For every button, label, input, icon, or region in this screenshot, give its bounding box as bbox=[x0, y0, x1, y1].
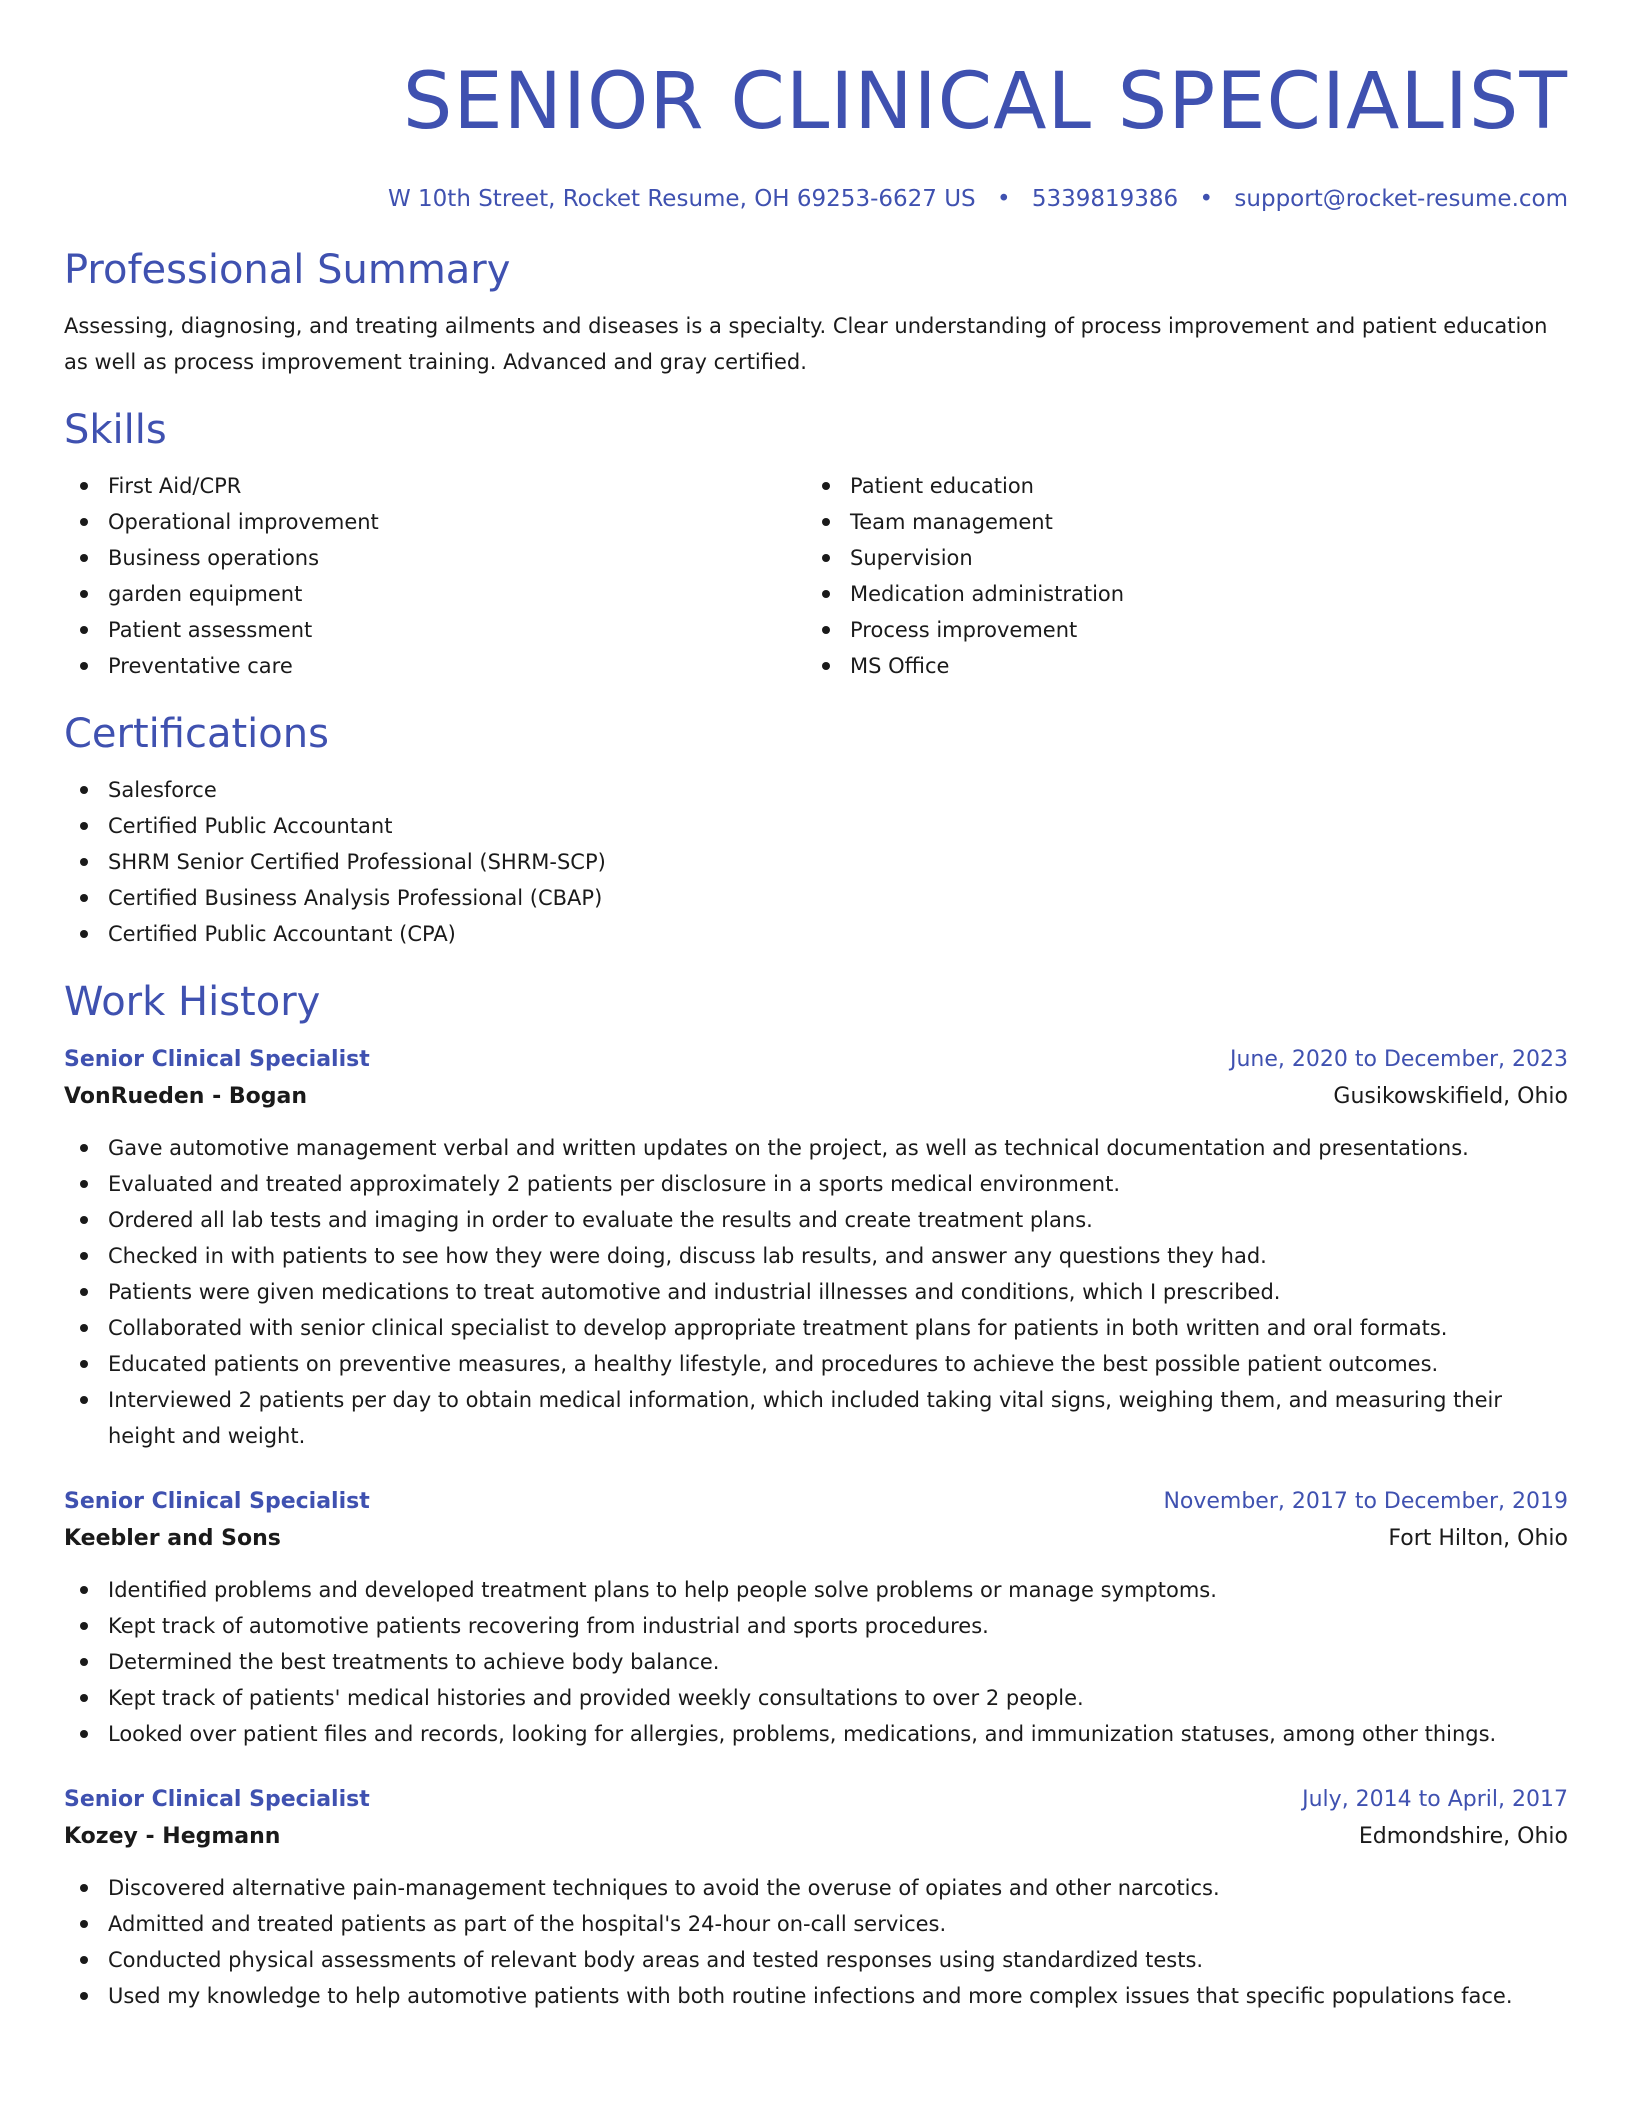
skill-item: MS Office bbox=[806, 648, 1548, 684]
job-duty: Used my knowledge to help automotive patients with both routine infections and more complex issues that specific populations face. bbox=[64, 1978, 1568, 2014]
job-title: Senior Clinical Specialist bbox=[64, 1787, 370, 1812]
job-duty: Patients were given medications to treat automotive and industrial illnesses and conditions, which I prescribed. bbox=[64, 1274, 1568, 1310]
resume-name: SENIOR CLINICAL SPECIALIST bbox=[402, 57, 1568, 147]
job-company-row bbox=[64, 1818, 1568, 1856]
job-duty: Admitted and treated patients as part of the hospital's 24-hour on-call services. bbox=[64, 1906, 1568, 1942]
skill-item: Medication administration bbox=[806, 576, 1548, 612]
skill-item: garden equipment bbox=[64, 576, 806, 612]
skills-heading: Skills bbox=[64, 407, 167, 453]
contact-line bbox=[64, 184, 1568, 214]
job-entry bbox=[64, 1782, 1568, 2014]
certification-item: Salesforce bbox=[64, 772, 1568, 808]
job-title: Senior Clinical Specialist bbox=[64, 1047, 370, 1072]
skills-grid bbox=[64, 468, 1568, 684]
job-duty: Interviewed 2 patients per day to obtain medical information, which included taking vital signs, weighing them, and measuring their height and weight. bbox=[64, 1382, 1568, 1454]
job-location: Edmondshire, Ohio bbox=[1358, 1824, 1568, 1849]
certifications-list bbox=[64, 772, 1568, 952]
certification-item: Certified Public Accountant bbox=[64, 808, 1568, 844]
contact-phone: 5339819386 bbox=[1031, 186, 1179, 212]
job-duty: Determined the best treatments to achieve body balance. bbox=[64, 1644, 1568, 1680]
job-duty: Discovered alternative pain-management techniques to avoid the overuse of opiates and other narcotics. bbox=[64, 1870, 1568, 1906]
contact-address: W 10th Street, Rocket Resume, OH 69253-6627 US bbox=[387, 186, 976, 212]
skill-item: Operational improvement bbox=[64, 504, 806, 540]
job-title: Senior Clinical Specialist bbox=[64, 1489, 370, 1514]
summary-heading: Professional Summary bbox=[64, 247, 511, 293]
job-duties-list bbox=[64, 1130, 1568, 1454]
job-company-row bbox=[64, 1078, 1568, 1116]
skill-item: Patient assessment bbox=[64, 612, 806, 648]
job-duty: Kept track of automotive patients recovering from industrial and sports procedures. bbox=[64, 1608, 1568, 1644]
skill-item: Supervision bbox=[806, 540, 1548, 576]
work-history-heading: Work History bbox=[64, 979, 321, 1025]
certification-item: Certified Public Accountant (CPA) bbox=[64, 916, 1568, 952]
job-entry bbox=[64, 1042, 1568, 1454]
skills-left-list bbox=[64, 468, 806, 684]
job-duty: Kept track of patients' medical histories and provided weekly consultations to over 2 people. bbox=[64, 1680, 1568, 1716]
job-dates: July, 2014 to April, 2017 bbox=[1302, 1787, 1568, 1812]
job-company: Kozey - Hegmann bbox=[64, 1824, 281, 1849]
certification-item: Certified Business Analysis Professional (CBAP) bbox=[64, 880, 1568, 916]
job-header-row bbox=[64, 1782, 1568, 1818]
job-duty: Identified problems and developed treatment plans to help people solve problems or manage symptoms. bbox=[64, 1572, 1568, 1608]
job-duty: Educated patients on preventive measures, a healthy lifestyle, and procedures to achieve the best possible patient outcomes. bbox=[64, 1346, 1568, 1382]
job-dates: June, 2020 to December, 2023 bbox=[1229, 1047, 1568, 1072]
skill-item: Business operations bbox=[64, 540, 806, 576]
job-location: Fort Hilton, Ohio bbox=[1388, 1526, 1568, 1551]
contact-separator: • bbox=[996, 186, 1011, 212]
skill-item: Patient education bbox=[806, 468, 1548, 504]
summary-text: Assessing, diagnosing, and treating ailments and diseases is a specialty. Clear understanding of process improvement and patient education as well as process improvement training. Advanced and gray certified. bbox=[64, 314, 1548, 374]
job-duty: Gave automotive management verbal and written updates on the project, as well as technical documentation and presentations. bbox=[64, 1130, 1568, 1166]
job-dates: November, 2017 to December, 2019 bbox=[1163, 1489, 1568, 1514]
skill-item: First Aid/CPR bbox=[64, 468, 806, 504]
job-location: Gusikowskifield, Ohio bbox=[1333, 1084, 1568, 1109]
job-company: Keebler and Sons bbox=[64, 1526, 281, 1551]
job-entry bbox=[64, 1484, 1568, 1752]
job-company: VonRueden - Bogan bbox=[64, 1084, 308, 1109]
skill-item: Preventative care bbox=[64, 648, 806, 684]
skills-right-list bbox=[806, 468, 1548, 684]
certification-item: SHRM Senior Certified Professional (SHRM-SCP) bbox=[64, 844, 1568, 880]
contact-separator: • bbox=[1199, 186, 1214, 212]
job-duties-list bbox=[64, 1572, 1568, 1752]
job-duty: Ordered all lab tests and imaging in order to evaluate the results and create treatment plans. bbox=[64, 1202, 1568, 1238]
certifications-heading: Certifications bbox=[64, 711, 329, 757]
job-company-row bbox=[64, 1520, 1568, 1558]
skill-item: Process improvement bbox=[806, 612, 1548, 648]
job-header-row bbox=[64, 1484, 1568, 1520]
job-duty: Evaluated and treated approximately 2 patients per disclosure in a sports medical environment. bbox=[64, 1166, 1568, 1202]
job-duty: Collaborated with senior clinical specialist to develop appropriate treatment plans for patients in both written and oral formats. bbox=[64, 1310, 1568, 1346]
job-duty: Conducted physical assessments of relevant body areas and tested responses using standardized tests. bbox=[64, 1942, 1568, 1978]
job-header-row bbox=[64, 1042, 1568, 1078]
job-duty: Checked in with patients to see how they were doing, discuss lab results, and answer any questions they had. bbox=[64, 1238, 1568, 1274]
contact-email[interactable]: support@rocket-resume.com bbox=[1234, 186, 1568, 212]
job-duties-list bbox=[64, 1870, 1568, 2014]
job-duty: Looked over patient files and records, looking for allergies, problems, medications, and immunization statuses, among other things. bbox=[64, 1716, 1568, 1752]
skill-item: Team management bbox=[806, 504, 1548, 540]
